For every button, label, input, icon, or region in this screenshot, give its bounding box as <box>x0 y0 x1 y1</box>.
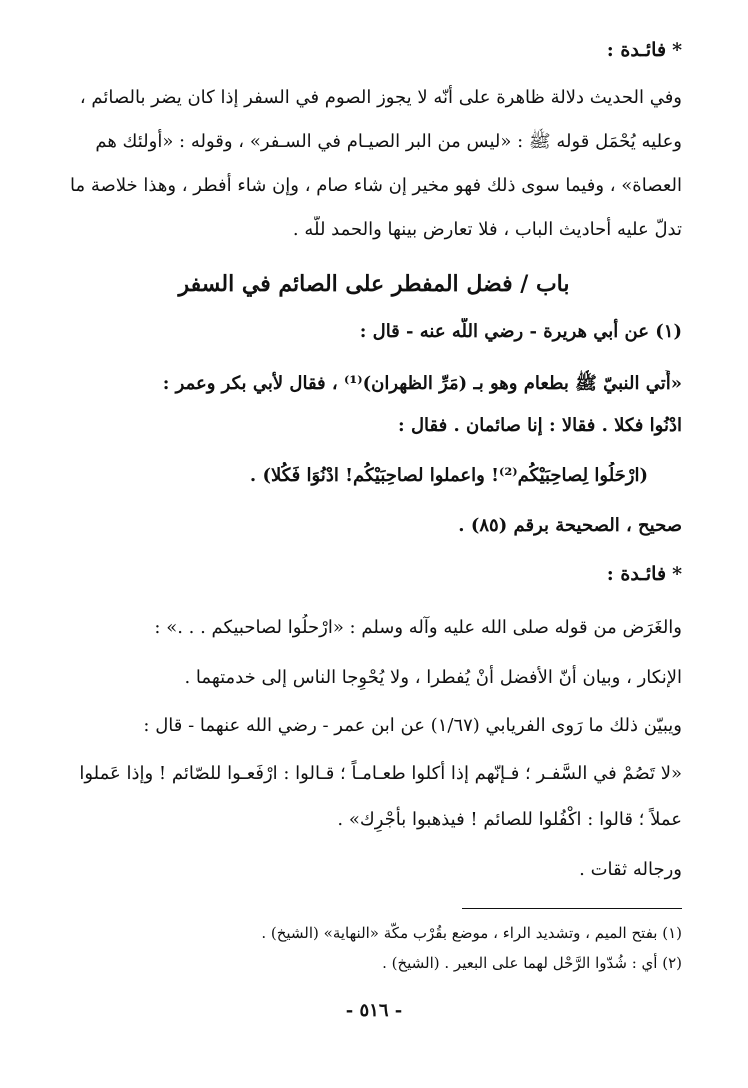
benefit-heading-1 <box>66 36 682 64</box>
hadith-line: (ارْحَلُوا لِصاحِبَيْكُم⁽²⁾! واعملوا لصاحِبَيْكُم! ادْنُوَا فَكُلا) . <box>249 465 648 486</box>
hadith-line: ادْنُوا فكلا . فقالا : إنا صائمان . فقال : <box>398 415 682 436</box>
paragraph-line: تدلّ عليه أحاديث الباب ، فلا تعارض بينها والحمد للّه . <box>292 219 682 240</box>
benefit-heading-text: فائـدة : <box>606 563 667 585</box>
page-number: - ٥١٦ - <box>345 1000 403 1021</box>
paragraph-line: عملاً ؛ قالوا : اكْفُلوا للصائم ! فيذهبوا بأجْرِك» . <box>337 809 682 830</box>
hadith-grading: صحيح ، الصحيحة برقم (٨٥) . <box>458 515 682 536</box>
footnote-divider <box>462 908 682 909</box>
paragraph-line: «لا تَصُمْ في السَّفـر ؛ فـإنّهم إذا أكلوا طعـامـاً ؛ قـالوا : ارْفَعـوا للصّائم ! وإذا عَملوا <box>79 763 682 784</box>
paragraph-line: والغَرَض من قوله صلى الله عليه وآله وسلم : «ارْحلُوا لصاحبيكم . . .» : <box>154 617 682 638</box>
benefit-heading-text: فائـدة : <box>606 39 667 61</box>
chapter-title: باب / فضل المفطر على الصائم في السفر <box>178 271 570 297</box>
benefit-heading-2 <box>66 560 682 588</box>
paragraph-line: الإنكار ، وبيان أنّ الأفضل أنْ يُفطرا ، ولا يُحْوِجا الناس إلى خدمتهما . <box>184 667 682 688</box>
footnote: (٢) أي : شُدّوا الرَّحْل لهما على البعير . (الشيخ) . <box>382 954 682 972</box>
hadith-line: «أُتي النبيّ ﷺ بطعام وهو بـ (مَرِّ الظهران)⁽¹⁾ ، فقال لأبي بكر وعمر : <box>162 373 682 394</box>
paragraph-line: ورجاله ثقات . <box>579 859 682 880</box>
star-icon: * <box>672 563 682 585</box>
hadith-narrator: (١) عن أبي هريرة - رضي اللّه عنه - قال : <box>359 321 682 342</box>
paragraph-line: العصاة» ، وفيما سوى ذلك فهو مخير إن شاء صام ، وإن شاء أفطر ، وهذا خلاصة ما <box>70 175 682 196</box>
paragraph-line: وفي الحديث دلالة ظاهرة على أنّه لا يجوز الصوم في السفر إذا كان يضر بالصائم ، <box>79 87 682 108</box>
footnote: (١) بفتح الميم ، وتشديد الراء ، موضع بقُرْب مكّة «النهاية» (الشيخ) . <box>261 924 682 942</box>
paragraph-line: ويبيّن ذلك ما رَوى الفريابي (١/٦٧) عن ابن عمر - رضي الله عنهما - قال : <box>143 715 682 736</box>
paragraph-line: وعليه يُحْمَل قوله ﷺ : «ليس من البر الصيـام في السـفر» ، وقوله : «أولئك هم <box>95 131 682 152</box>
star-icon: * <box>672 39 682 61</box>
